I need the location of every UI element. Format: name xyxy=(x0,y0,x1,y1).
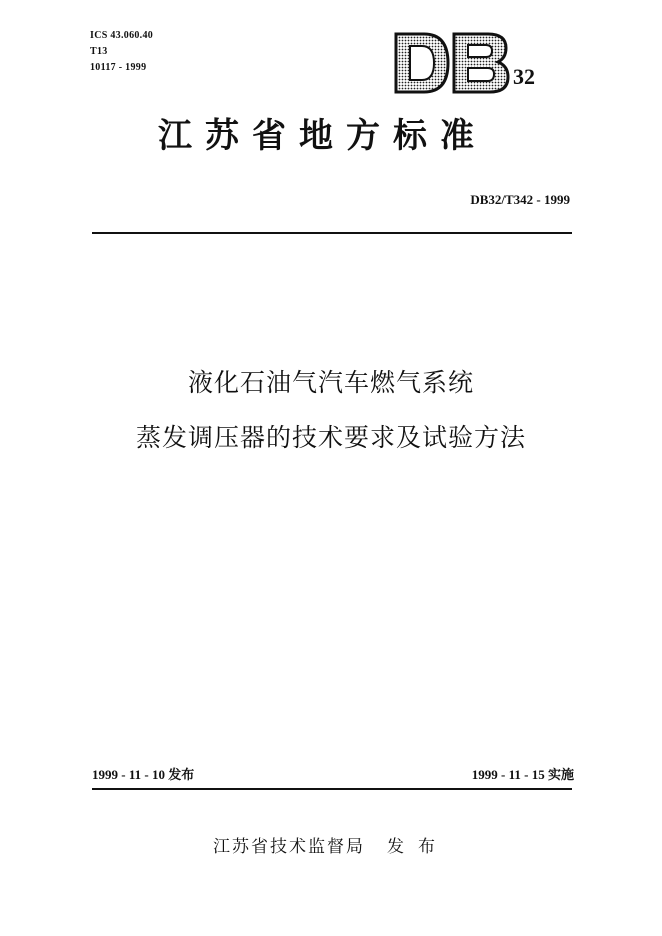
standard-code: DB32/T342 - 1999 xyxy=(470,192,570,207)
top-divider xyxy=(92,232,572,234)
db-logo xyxy=(392,30,512,96)
issuer-name: 江苏省技术监督局 xyxy=(213,837,365,857)
logo-number: 32 xyxy=(513,64,535,89)
standard-type-title: 江苏省地方标准 xyxy=(158,116,487,156)
ics-code: ICS 43.060.40 xyxy=(90,30,154,41)
logo-letter-b xyxy=(454,34,508,92)
issuer-line xyxy=(0,832,662,857)
publish-date: 1999 - 11 - 10 发布 xyxy=(92,767,195,782)
document-title-line-2: 蒸发调压器的技术要求及试验方法 xyxy=(135,423,526,452)
effective-date: 1999 - 11 - 15 实施 xyxy=(471,767,574,782)
classification-code: T13 xyxy=(90,46,108,57)
issuer-verb: 发布 xyxy=(387,837,449,857)
document-title-line-1: 液化石油气汽车燃气系统 xyxy=(187,368,474,397)
record-number: 10117 - 1999 xyxy=(90,62,147,73)
bottom-divider xyxy=(92,788,572,790)
